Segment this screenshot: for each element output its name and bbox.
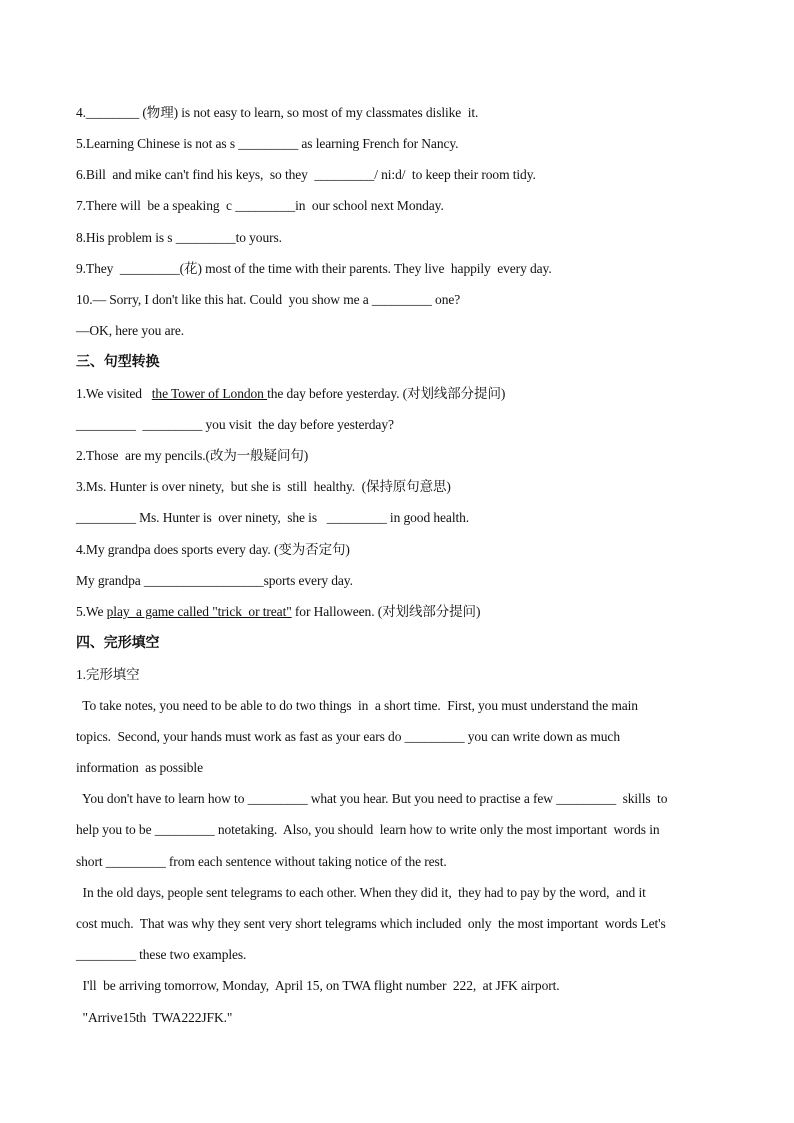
vocab-question-8: 8.His problem is s _________to yours. [76,230,282,245]
vocab-question-10: 10.— Sorry, I don't like this hat. Could you show me a _________ one? [76,292,461,307]
q5-prefix: 5.We [76,604,107,619]
q1-underlined-text: the Tower of London [151,386,268,401]
cloze-passage-line: I'll be arriving tomorrow, Monday, April 15, on TWA flight number 222, at JFK airport. [76,978,560,993]
vocab-question-9: 9.They _________(花) most of the time with their parents. They live happily every day. [76,261,552,276]
cloze-passage-line: You don't have to learn how to _________ what you hear. But you need to practise a few _________ skills to [76,791,668,806]
section-heading-cloze: 四、完形填空 [76,635,160,651]
transform-question-2: 2.Those are my pencils.(改为一般疑问句) [76,448,309,463]
vocab-question-10-reply: —OK, here you are. [76,323,185,338]
q5-suffix: for Halloween. (对划线部分提问) [291,604,481,619]
vocab-question-4: 4.________ (物理) is not easy to learn, so most of my classmates dislike it. [76,105,479,120]
cloze-passage-line: topics. Second, your hands must work as fast as your ears do _________ you can write down as much [76,729,620,744]
vocab-question-5: 5.Learning Chinese is not as s _________ as learning French for Nancy. [76,136,459,151]
vocab-question-6: 6.Bill and mike can't find his keys, so they _________/ ni:d/ to keep their room tidy. [76,167,536,182]
transform-question-5 [76,603,480,621]
q5-underlined-text: play a game called "trick or treat" [106,604,292,619]
q1-prefix: 1.We visited [76,386,152,401]
transform-question-3: 3.Ms. Hunter is over ninety, but she is still healthy. (保持原句意思) [76,479,451,494]
vocab-question-7: 7.There will be a speaking c _________in our school next Monday. [76,198,444,213]
transform-question-4: 4.My grandpa does sports every day. (变为否定句) [76,542,350,557]
cloze-passage-line: _________ these two examples. [76,947,247,962]
cloze-passage-line: short _________ from each sentence without taking notice of the rest. [76,854,447,869]
q1-suffix: the day before yesterday. (对划线部分提问) [267,386,506,401]
cloze-passage-line: information as possible [76,760,203,775]
cloze-passage-line: help you to be _________ notetaking. Also, you should learn how to write only the most important words in [76,822,660,837]
section-heading-sentence-transformation: 三、句型转换 [76,354,160,370]
cloze-passage-line: cost much. That was why they sent very short telegrams which included only the most important words Let's [76,916,666,931]
cloze-passage-line: In the old days, people sent telegrams to each other. When they did it, they had to pay by the word, and it [76,885,646,900]
transform-answer-4: My grandpa __________________sports every day. [76,573,353,588]
transform-question-1 [76,385,505,403]
cloze-passage-line: "Arrive15th TWA222JFK." [76,1010,233,1025]
transform-answer-1: _________ _________ you visit the day before yesterday? [76,417,394,432]
transform-answer-3: _________ Ms. Hunter is over ninety, she is _________ in good health. [76,510,470,525]
cloze-passage-line: To take notes, you need to be able to do two things in a short time. First, you must understand the main [76,698,638,713]
cloze-subheading: 1.完形填空 [76,667,140,682]
